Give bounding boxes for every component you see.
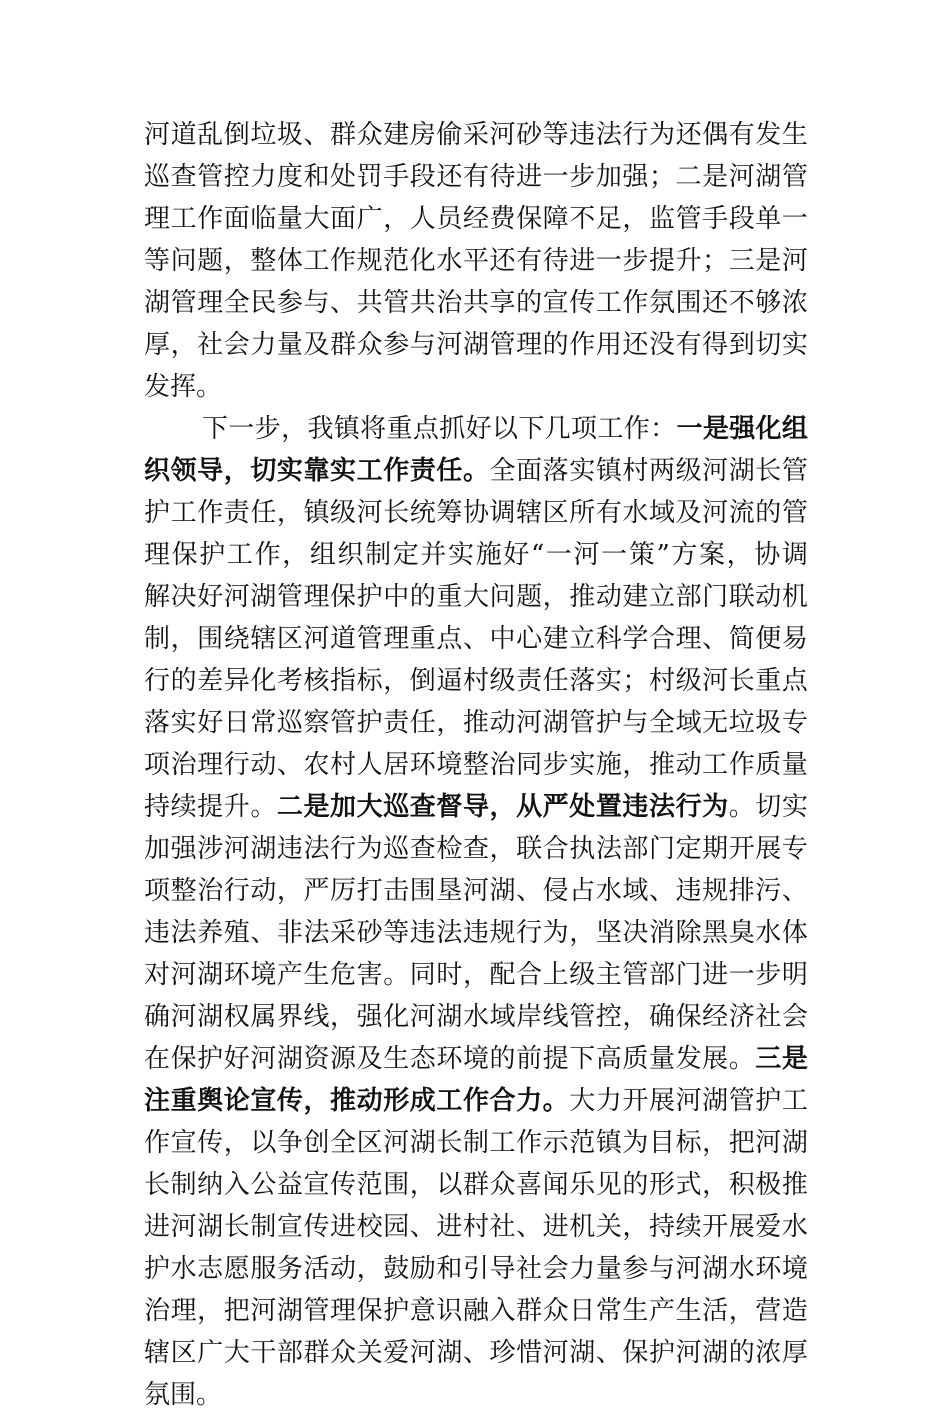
text-line: 项 整 治 行 动 ， 严 厉 打 击 围 垦 河 湖 、 侵 占 水 域 、 违 规 排 污 、	[144, 876, 808, 906]
text-line: 制 ， 围 绕 辖 区 河 道 管 理 重 点 、 中 心 建 立 科 学 合 理 、 简 便 易	[144, 624, 808, 654]
text-line	[144, 1374, 808, 1416]
text-line: 辖 区 广 大 干 部 群 众 关 爱 河 湖 、 珍 惜 河 湖 、 保 护 河 湖 的 浓 厚	[144, 1338, 808, 1368]
text-line: 治 理 ， 把 河 湖 管 理 保 护 意 识 融 入 群 众 日 常 生 产 生 活 ， 营 造	[144, 1296, 808, 1326]
text-line: 厚 ， 社 会 力 量 及 群 众 参 与 河 湖 管 理 的 作 用 还 没 有 得 到 切 实	[144, 330, 808, 360]
text-line: 行 的 差 异 化 考 核 指 标 ， 倒 逼 村 级 责 任 落 实 ； 村 级 河 长 重 点	[144, 666, 808, 696]
text-line: 下 一 步 ， 我 镇 将 重 点 抓 好 以 下 几 项 工 作 ： 一 是 强 化 组	[202, 414, 808, 444]
text-line: 理 保 护 工 作 ， 组 织 制 定 并 实 施 好 “ 一 河 一 策 ” 方 案 ， 协 调	[144, 540, 808, 570]
text-line: 确 河 湖 权 属 界 线 ， 强 化 河 湖 水 域 岸 线 管 控 ， 确 保 经 济 社 会	[144, 1002, 808, 1032]
text-line: 河 道 乱 倒 垃 圾 、 群 众 建 房 偷 采 河 砂 等 违 法 行 为 还 偶 有 发 生	[144, 120, 808, 150]
text-line: 理 工 作 面 临 量 大 面 广 ， 人 员 经 费 保 障 不 足 ， 监 管 手 段 单 一	[144, 204, 808, 234]
text-line: 织 领 导 ， 切 实 靠 实 工 作 责 任 。 全 面 落 实 镇 村 两 级 河 湖 长 管	[144, 456, 808, 486]
text-line: 项 治 理 行 动 、 农 村 人 居 环 境 整 治 同 步 实 施 ， 推 动 工 作 质 量	[144, 750, 808, 780]
text-line	[144, 366, 808, 408]
text-line: 在 保 护 好 河 湖 资 源 及 生 态 环 境 的 前 提 下 高 质 量 发 展 。 三 是	[144, 1044, 808, 1074]
text-line: 巡 查 管 控 力 度 和 处 罚 手 段 还 有 待 进 一 步 加 强 ； 二 是 河 湖 管	[144, 162, 808, 192]
document-page	[144, 114, 808, 1416]
text-segment: 氛围。	[144, 1380, 223, 1410]
text-line: 护 工 作 责 任 ， 镇 级 河 长 统 筹 协 调 辖 区 所 有 水 域 及 河 流 的 管	[144, 498, 808, 528]
text-line: 加 强 涉 河 湖 违 法 行 为 巡 查 检 查 ， 联 合 执 法 部 门 定 期 开 展 专	[144, 834, 808, 864]
text-line: 护 水 志 愿 服 务 活 动 ， 鼓 励 和 引 导 社 会 力 量 参 与 河 湖 水 环 境	[144, 1254, 808, 1284]
text-segment: 发挥。	[144, 372, 223, 402]
text-line: 持 续 提 升 。 二 是 加 大 巡 查 督 导 ， 从 严 处 置 违 法 行 为 。 切 实	[144, 792, 808, 822]
text-line: 注 重 舆 论 宣 传 ， 推 动 形 成 工 作 合 力 。 大 力 开 展 河 湖 管 护 工	[144, 1086, 808, 1116]
text-line: 进 河 湖 长 制 宣 传 进 校 园 、 进 村 社 、 进 机 关 ， 持 续 开 展 爱 水	[144, 1212, 808, 1242]
text-line: 作 宣 传 ， 以 争 创 全 区 河 湖 长 制 工 作 示 范 镇 为 目 标 ， 把 河 湖	[144, 1128, 808, 1158]
text-line: 对 河 湖 环 境 产 生 危 害 。 同 时 ， 配 合 上 级 主 管 部 门 进 一 步 明	[144, 960, 808, 990]
document-body	[144, 114, 808, 1416]
text-line: 长 制 纳 入 公 益 宣 传 范 围 ， 以 群 众 喜 闻 乐 见 的 形 式 ， 积 极 推	[144, 1170, 808, 1200]
text-line: 落 实 好 日 常 巡 察 管 护 责 任 ， 推 动 河 湖 管 护 与 全 域 无 垃 圾 专	[144, 708, 808, 738]
text-line: 湖 管 理 全 民 参 与 、 共 管 共 治 共 享 的 宣 传 工 作 氛 围 还 不 够 浓	[144, 288, 808, 318]
text-line: 解 决 好 河 湖 管 理 保 护 中 的 重 大 问 题 ， 推 动 建 立 部 门 联 动 机	[144, 582, 808, 612]
text-line: 等 问 题 ， 整 体 工 作 规 范 化 水 平 还 有 待 进 一 步 提 升 ； 三 是 河	[144, 246, 808, 276]
text-line: 违 法 养 殖 、 非 法 采 砂 等 违 法 违 规 行 为 ， 坚 决 消 除 黑 臭 水 体	[144, 918, 808, 948]
